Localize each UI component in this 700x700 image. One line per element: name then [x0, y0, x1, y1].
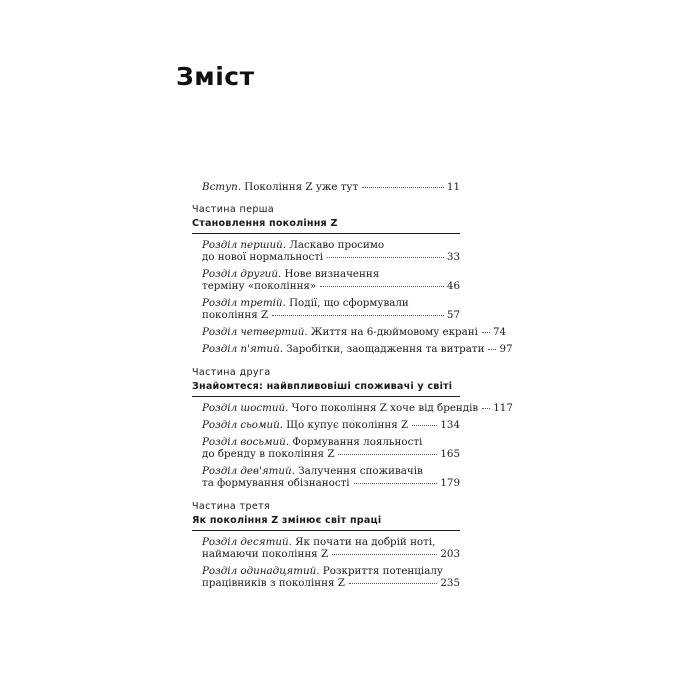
part-2: [192, 367, 513, 489]
page-number: 165: [440, 448, 460, 460]
page-number: 33: [446, 251, 460, 263]
chapter-label: Розділ дев'ятий: [202, 465, 292, 477]
part-title[interactable]: Знайомтеся: найвпливовіші споживачі у світі: [192, 381, 460, 397]
toc-entry-intro[interactable]: [192, 181, 460, 193]
chapter-title-line2: до бренду в покоління Z: [202, 448, 335, 460]
chapter-title-line1: . Як почати на добрій ноті,: [288, 536, 436, 548]
toc-entry-chapter-11[interactable]: [192, 565, 460, 589]
page-number: 235: [440, 577, 460, 589]
page-number: 74: [492, 326, 507, 338]
leader-dots: [488, 349, 496, 350]
toc-entry-chapter-3[interactable]: [192, 297, 460, 321]
toc-entry-chapter-9[interactable]: [192, 465, 460, 489]
toc-entry-chapter-4[interactable]: [192, 326, 507, 338]
leader-dots: [327, 257, 444, 258]
chapter-label: Розділ четвертий: [202, 326, 305, 338]
chapter-label: Розділ шостий: [202, 402, 286, 414]
chapter-title-line1: . Події, що сформували: [282, 297, 409, 309]
page-number: 97: [499, 343, 513, 355]
chapter-label: Розділ сьомий: [202, 419, 280, 431]
chapter-label: Розділ восьмий: [202, 436, 286, 448]
page-title: Зміст: [176, 62, 255, 91]
chapter-title-line2: та формування обізнаності: [202, 477, 350, 489]
chapter-title-line2: працівників з покоління Z: [202, 577, 345, 589]
part-title[interactable]: Становлення покоління Z: [192, 218, 460, 234]
chapter-label: Розділ третій: [202, 297, 283, 309]
chapter-title-line1: . Залучення споживачів: [291, 465, 423, 477]
part-label: Частина друга: [192, 367, 271, 378]
chapter-title-line1: . Заробітки, заощадження та витрати: [279, 343, 485, 355]
leader-dots: [332, 554, 437, 555]
toc-entry-chapter-6[interactable]: [192, 402, 513, 414]
chapter-title-line1: . Розкриття потенціалу: [316, 565, 443, 577]
part-3: [192, 501, 460, 589]
leader-dots: [482, 408, 490, 409]
table-of-contents: [192, 181, 513, 601]
intro-title: . Покоління Z уже тут: [237, 181, 359, 193]
page-number: 57: [446, 309, 460, 321]
leader-dots: [412, 425, 437, 426]
leader-dots: [362, 187, 444, 188]
page-number: 134: [440, 419, 460, 431]
leader-dots: [338, 454, 437, 455]
chapter-label: Розділ п'ятий: [202, 343, 280, 355]
page-number: 117: [493, 402, 513, 414]
leader-dots: [349, 583, 437, 584]
part-label: Частина перша: [192, 204, 275, 215]
page-number: 11: [446, 181, 460, 193]
page-number: 46: [446, 280, 460, 292]
toc-entry-chapter-5[interactable]: [192, 343, 513, 355]
part-label: Частина третя: [192, 501, 271, 512]
toc-entry-chapter-8[interactable]: [192, 436, 460, 460]
chapter-title-line2: до нової нормальності: [202, 251, 324, 263]
chapter-title-line2: терміну «покоління»: [202, 280, 317, 292]
toc-entry-chapter-1[interactable]: [192, 239, 460, 263]
chapter-label: Розділ одинадцятий: [202, 565, 317, 577]
leader-dots: [320, 286, 444, 287]
chapter-title-line2: покоління Z: [202, 309, 269, 321]
toc-entry-chapter-2[interactable]: [192, 268, 460, 292]
toc-entry-chapter-10[interactable]: [192, 536, 460, 560]
part-1: [192, 204, 513, 355]
leader-dots: [272, 315, 444, 316]
chapter-label: Розділ перший: [202, 239, 283, 251]
toc-entry-chapter-7[interactable]: [192, 419, 460, 431]
chapter-title-line1: . Формування лояльності: [285, 436, 423, 448]
page-number: 179: [440, 477, 460, 489]
chapter-title-line2: наймаючи покоління Z: [202, 548, 329, 560]
part-title[interactable]: Як покоління Z змінює світ праці: [192, 515, 460, 531]
chapter-label: Розділ другий: [202, 268, 278, 280]
chapter-label: Розділ десятий: [202, 536, 289, 548]
leader-dots: [354, 483, 438, 484]
chapter-title-line1: . Нове визначення: [277, 268, 380, 280]
leader-dots: [482, 332, 490, 333]
chapter-title-line1: . Ласкаво просимо: [282, 239, 385, 251]
chapter-title-line1: . Життя на 6-дюймовому екрані: [304, 326, 478, 338]
chapter-title-line1: . Чого покоління Z хоче від брендів: [285, 402, 479, 414]
page-number: 203: [440, 548, 460, 560]
intro-label: Вступ: [202, 181, 238, 193]
chapter-title-line1: . Що купує покоління Z: [279, 419, 409, 431]
